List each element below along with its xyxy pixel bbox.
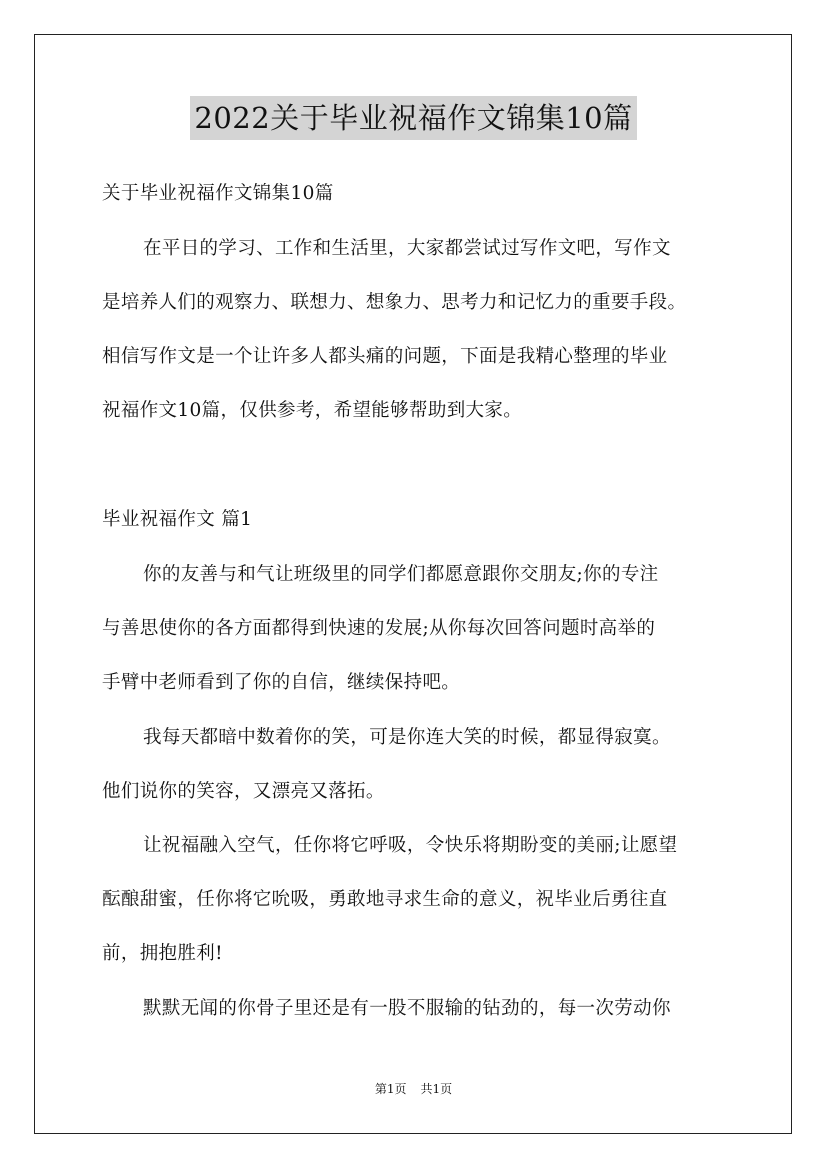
para1-line-3: 手臂中老师看到了你的自信，继续保持吧。 xyxy=(102,672,461,693)
para3-line-3: 前，拥抱胜利! xyxy=(102,943,223,964)
page-number: 第1页 xyxy=(374,1082,407,1096)
intro-line-4: 祝福作文10篇，仅供参考，希望能够帮助到大家。 xyxy=(102,400,523,421)
intro-line-3: 相信写作文是一个让许多人都头痛的问题，下面是我精心整理的毕业 xyxy=(102,346,668,367)
intro-line-1: 在平日的学习、工作和生活里，大家都尝试过写作文吧，写作文 xyxy=(143,238,671,259)
para3-line-2: 酝酿甜蜜，任你将它吮吸，勇敢地寻求生命的意义，祝毕业后勇往直 xyxy=(102,889,668,910)
para2-line-2: 他们说你的笑容，又漂亮又落拓。 xyxy=(102,781,385,802)
title-container xyxy=(0,96,827,140)
section-heading: 毕业祝福作文 篇1 xyxy=(102,509,253,530)
page-footer xyxy=(0,1081,827,1097)
intro-line-2: 是培养人们的观察力、联想力、想象力、思考力和记忆力的重要手段。 xyxy=(102,292,687,313)
para1-line-1: 你的友善与和气让班级里的同学们都愿意跟你交朋友;你的专注 xyxy=(143,564,659,585)
para3-line-1: 让祝福融入空气，任你将它呼吸，令快乐将期盼变的美丽;让愿望 xyxy=(143,835,678,856)
subtitle-line: 关于毕业祝福作文锦集10篇 xyxy=(102,183,334,204)
page-total: 共1页 xyxy=(420,1082,453,1096)
para1-line-2: 与善思使你的各方面都得到快速的发展;从你每次回答问题时高举的 xyxy=(102,618,656,639)
document-title: 2022关于毕业祝福作文锦集10篇 xyxy=(190,96,636,140)
para4-line-1: 默默无闻的你骨子里还是有一股不服输的钻劲的，每一次劳动你 xyxy=(143,998,671,1019)
para2-line-1: 我每天都暗中数着你的笑，可是你连大笑的时候，都显得寂寞。 xyxy=(143,727,671,748)
